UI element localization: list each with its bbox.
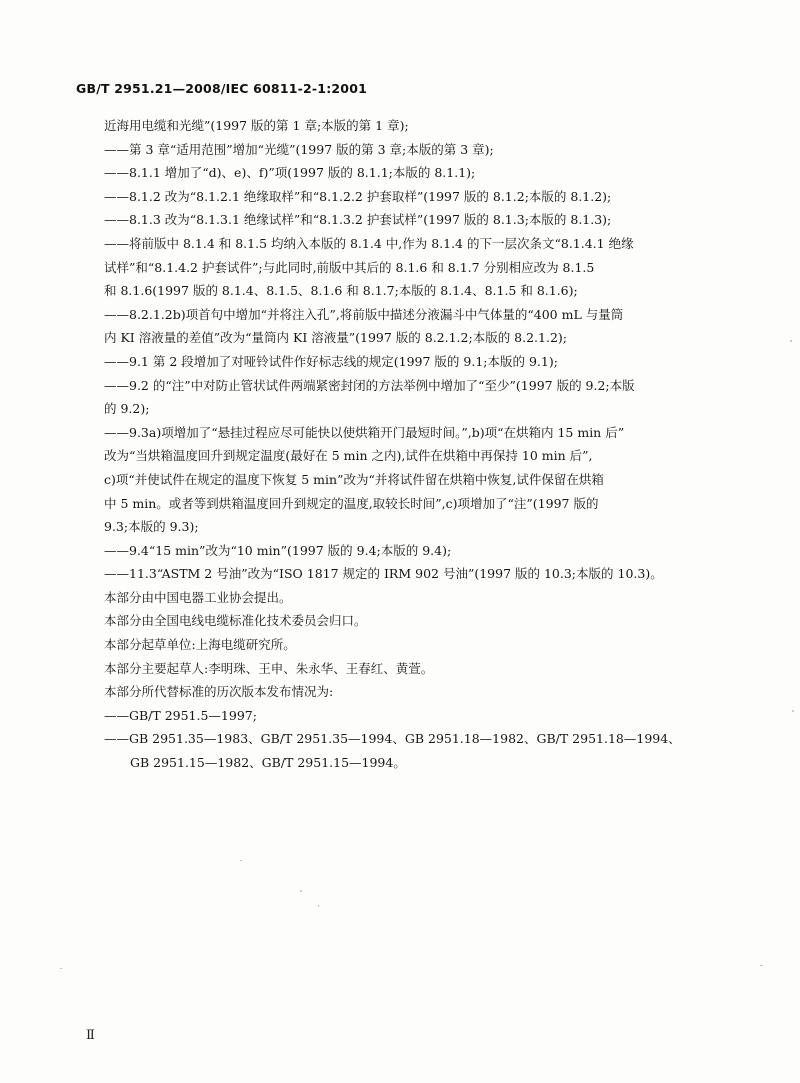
- text-line: ——GB 2951.35—1983、GB/T 2951.35—1994、GB 2951.18—1982、GB/T 2951.18—1994、: [104, 731, 681, 747]
- text-line: 本部分由中国电器工业协会提出。: [104, 589, 292, 605]
- text-line: ——第 3 章“适用范围”增加“光缆”(1997 版的第 3 章;本版的第 3 章);: [104, 141, 494, 157]
- scan-speck: [318, 905, 319, 907]
- text-line: 近海用电缆和光缆”(1997 版的第 1 章;本版的第 1 章);: [104, 118, 409, 133]
- text-line: ——GB/T 2951.5—1997;: [104, 707, 257, 723]
- scan-speck: [60, 968, 62, 969]
- text-line: 本部分起草单位:上海电缆研究所。: [104, 637, 296, 653]
- text-line: ——11.3“ASTM 2 号油”改为“ISO 1817 规定的 IRM 902 号油”(1997 版的 10.3;本版的 10.3)。: [104, 566, 663, 582]
- foreword-body: [104, 114, 704, 775]
- text-line: ——8.1.1 增加了“d)、e)、f)”项(1997 版的 8.1.1;本版的 8.1.1);: [104, 165, 476, 181]
- text-line: ——8.2.1.2b)项首句中增加“并将注入孔”,将前版中描述分液漏斗中气体量的“400 mL 与量筒: [104, 306, 624, 322]
- text-line: c)项“并使试件在规定的温度下恢复 5 min”改为“并将试件留在烘箱中恢复,试件保留在烘箱: [104, 471, 604, 487]
- text-line: ——将前版中 8.1.4 和 8.1.5 均纳入本版的 8.1.4 中,作为 8.1.4 的下一层次条文“8.1.4.1 绝缘: [104, 235, 634, 251]
- text-line: ——8.1.2 改为“8.1.2.1 绝缘取样”和“8.1.2.2 护套取样”(1997 版的 8.1.2;本版的 8.1.2);: [104, 188, 612, 204]
- scan-speck: [760, 965, 763, 966]
- text-line: 的 9.2);: [104, 401, 150, 417]
- scan-speck: [792, 710, 794, 712]
- scan-speck: [300, 890, 302, 892]
- text-line: 本部分所代替标准的历次版本发布情况为:: [104, 684, 334, 700]
- standard-number-header: GB/T 2951.21—2008/IEC 60811-2-1:2001: [76, 81, 367, 96]
- text-line: 本部分主要起草人:李明珠、王申、朱永华、王春红、黄萱。: [104, 660, 434, 676]
- page-number: Ⅱ: [86, 1028, 95, 1043]
- text-line: ——9.4“15 min”改为“10 min”(1997 版的 9.4;本版的 9.4);: [104, 542, 452, 558]
- text-line: 内 KI 溶液量的差值”改为“量筒内 KI 溶液量”(1997 版的 8.2.1.2;本版的 8.2.1.2);: [104, 330, 567, 346]
- text-line: 试样”和“8.1.4.2 护套试件”;与此同时,前版中其后的 8.1.6 和 8.1.7 分别相应改为 8.1.5: [104, 259, 595, 275]
- text-line: ——9.1 第 2 段增加了对哑铃试件作好标志线的规定(1997 版的 9.1;本版的 9.1);: [104, 353, 558, 369]
- scan-speck: [240, 860, 242, 861]
- scan-speck: [790, 340, 792, 342]
- text-line: ——9.3a)项增加了“悬挂过程应尽可能快以使烘箱开门最短时间。”,b)项“在烘箱内 15 min 后”: [104, 424, 625, 440]
- text-line: 改为“当烘箱温度回升到规定温度(最好在 5 min 之内),试件在烘箱中再保持 10 min 后”,: [104, 448, 593, 464]
- text-line: GB 2951.15—1982、GB/T 2951.15—1994。: [130, 755, 406, 771]
- text-line: 和 8.1.6(1997 版的 8.1.4、8.1.5、8.1.6 和 8.1.7;本版的 8.1.4、8.1.5 和 8.1.6);: [104, 283, 578, 299]
- text-line: 中 5 min。或者等到烘箱温度回升到规定的温度,取较长时间”,c)项增加了“注”(1997 版的: [104, 495, 599, 511]
- text-line: 本部分由全国电线电缆标准化技术委员会归口。: [104, 613, 367, 629]
- text-line: 9.3;本版的 9.3);: [104, 519, 199, 535]
- text-line: ——9.2 的“注”中对防止管状试件两端紧密封闭的方法举例中增加了“至少”(1997 版的 9.2;本版: [104, 377, 635, 393]
- text-line: ——8.1.3 改为“8.1.3.1 绝缘试样”和“8.1.3.2 护套试样”(1997 版的 8.1.3;本版的 8.1.3);: [104, 212, 612, 228]
